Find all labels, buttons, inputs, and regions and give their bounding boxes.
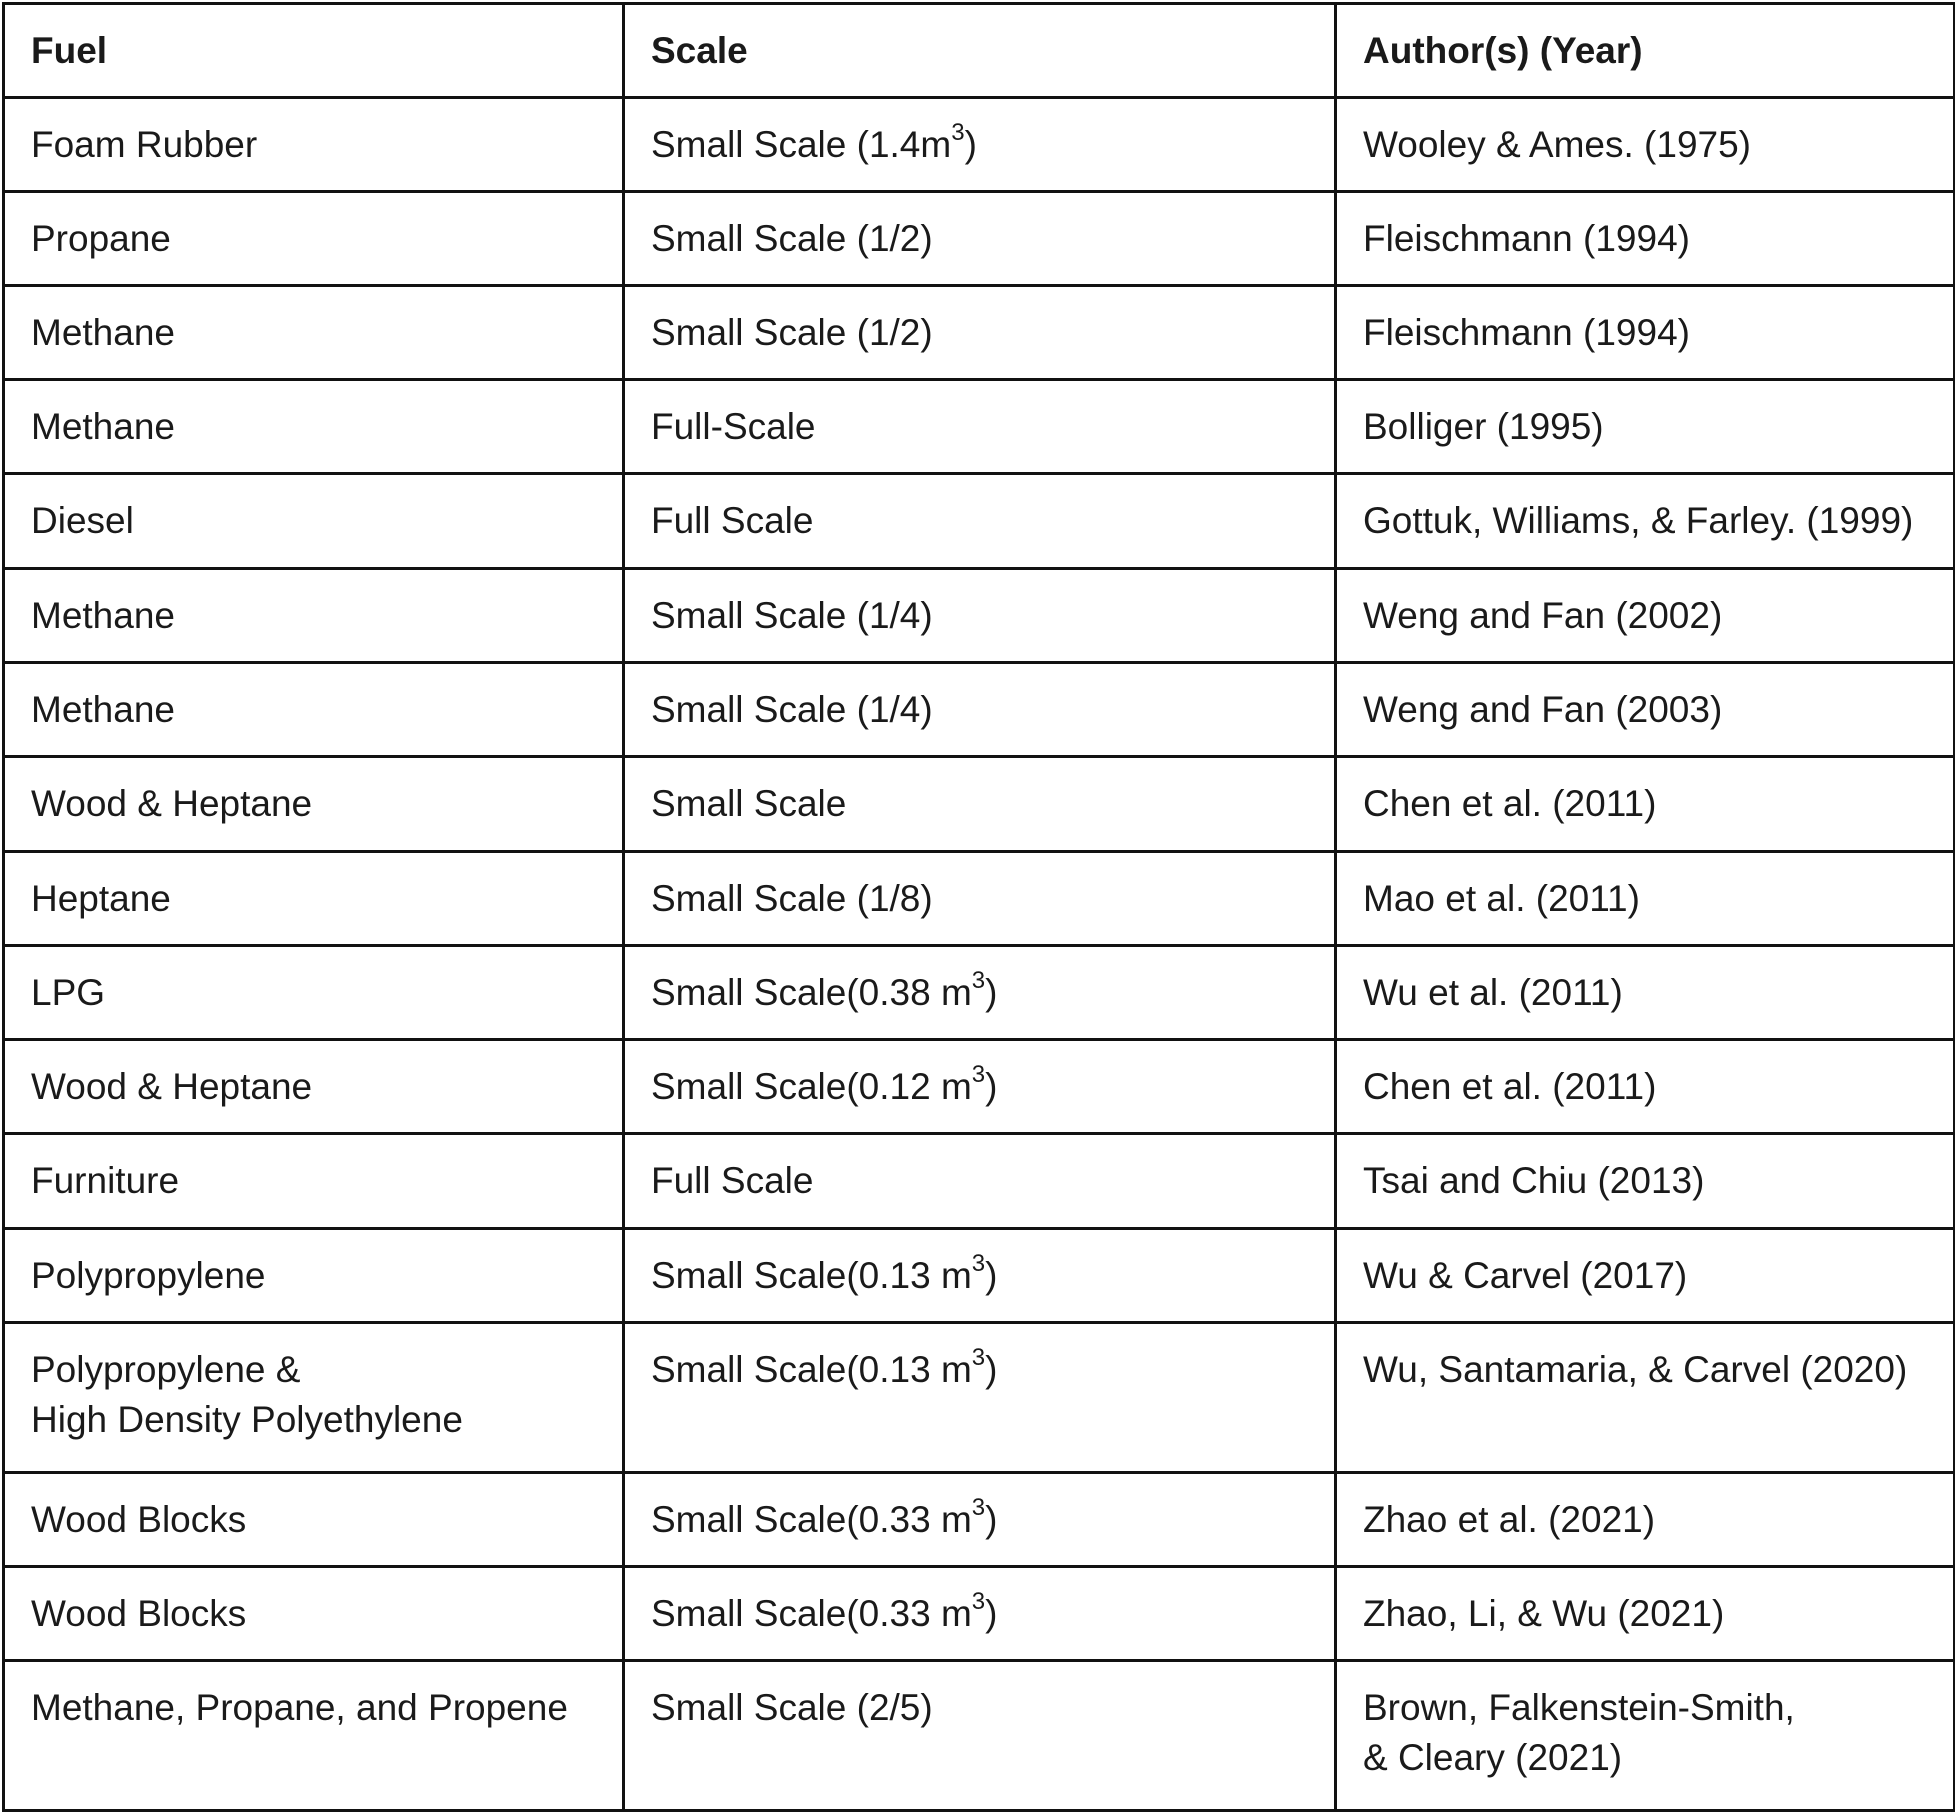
scale-cell: Small Scale (1/8) — [624, 852, 1336, 946]
scale-cell: Full Scale — [624, 474, 1336, 569]
scale-cell: Small Scale (1/2) — [624, 192, 1336, 286]
author-cell: Brown, Falkenstein-Smith, & Cleary (2021) — [1336, 1661, 1955, 1811]
author-cell: Fleischmann (1994) — [1336, 286, 1955, 380]
author-cell: Weng and Fan (2002) — [1336, 569, 1955, 663]
table-row — [4, 757, 1955, 852]
header-fuel: Fuel — [4, 4, 624, 98]
scale-cell: Full Scale — [624, 1134, 1336, 1229]
scale-cell: Small Scale(0.13 $m^3$) — [624, 1323, 1336, 1473]
table-row — [4, 1661, 1955, 1811]
scale-cell: Small Scale $(1.4m^3)$ — [624, 98, 1336, 192]
table-row — [4, 474, 1955, 569]
fuel-cell: Wood Blocks — [4, 1567, 624, 1661]
author-cell: Fleischmann (1994) — [1336, 192, 1955, 286]
author-cell: Wu & Carvel (2017) — [1336, 1229, 1955, 1323]
table-row — [4, 852, 1955, 946]
author-cell: Mao et al. (2011) — [1336, 852, 1955, 946]
header-authors-year: Author(s) (Year) — [1336, 4, 1955, 98]
author-cell: Wu et al. (2011) — [1336, 946, 1955, 1040]
fuel-cell: LPG — [4, 946, 624, 1040]
table-row — [4, 380, 1955, 474]
scale-cell: Small Scale (2/5) — [624, 1661, 1336, 1811]
fuel-cell: Foam Rubber — [4, 98, 624, 192]
fuel-cell: Furniture — [4, 1134, 624, 1229]
scale-cell: Small Scale — [624, 757, 1336, 852]
scale-cell: Small Scale (1/2) — [624, 286, 1336, 380]
fuel-cell: Methane — [4, 569, 624, 663]
fuel-cell: Methane — [4, 286, 624, 380]
author-cell: Gottuk, Williams, & Farley. (1999) — [1336, 474, 1955, 569]
fuel-cell: Polypropylene & High Density Polyethylene — [4, 1323, 624, 1473]
author-cell: Zhao, Li, & Wu (2021) — [1336, 1567, 1955, 1661]
table-row — [4, 569, 1955, 663]
scale-cell: Small Scale(0.12 $m^3$) — [624, 1040, 1336, 1134]
fuel-cell: Wood & Heptane — [4, 1040, 624, 1134]
scale-cell: Small Scale(0.33 $m^3$) — [624, 1567, 1336, 1661]
scale-cell: Small Scale (1/4) — [624, 663, 1336, 757]
fuel-cell: Methane — [4, 380, 624, 474]
fuel-cell: Diesel — [4, 474, 624, 569]
header-scale: Scale — [624, 4, 1336, 98]
fuel-cell: Wood Blocks — [4, 1473, 624, 1567]
table-row — [4, 1473, 1955, 1567]
author-cell: Bolliger (1995) — [1336, 380, 1955, 474]
table-row — [4, 1229, 1955, 1323]
fuel-cell: Wood & Heptane — [4, 757, 624, 852]
table-row — [4, 946, 1955, 1040]
author-cell: Tsai and Chiu (2013) — [1336, 1134, 1955, 1229]
author-cell: Wooley & Ames. (1975) — [1336, 98, 1955, 192]
table-row — [4, 286, 1955, 380]
scale-cell: Small Scale(0.13 $m^3$) — [624, 1229, 1336, 1323]
table-row — [4, 1323, 1955, 1473]
table-row — [4, 1134, 1955, 1229]
table-row — [4, 98, 1955, 192]
author-cell: Chen et al. (2011) — [1336, 1040, 1955, 1134]
table-row — [4, 1567, 1955, 1661]
fuel-cell: Polypropylene — [4, 1229, 624, 1323]
author-cell: Wu, Santamaria, & Carvel (2020) — [1336, 1323, 1955, 1473]
fuel-cell: Methane — [4, 663, 624, 757]
scale-cell: Small Scale(0.38 $m^3$) — [624, 946, 1336, 1040]
fuel-cell: Methane, Propane, and Propene — [4, 1661, 624, 1811]
table-row — [4, 1040, 1955, 1134]
table-row — [4, 192, 1955, 286]
scale-cell: Small Scale (1/4) — [624, 569, 1336, 663]
author-cell: Weng and Fan (2003) — [1336, 663, 1955, 757]
fuel-cell: Heptane — [4, 852, 624, 946]
fuel-scale-author-table — [2, 2, 1955, 1812]
header-row — [4, 4, 1955, 98]
author-cell: Zhao et al. (2021) — [1336, 1473, 1955, 1567]
scale-cell: Small Scale(0.33 $m^3$) — [624, 1473, 1336, 1567]
author-cell: Chen et al. (2011) — [1336, 757, 1955, 852]
table-row — [4, 663, 1955, 757]
scale-cell: Full-Scale — [624, 380, 1336, 474]
fuel-cell: Propane — [4, 192, 624, 286]
